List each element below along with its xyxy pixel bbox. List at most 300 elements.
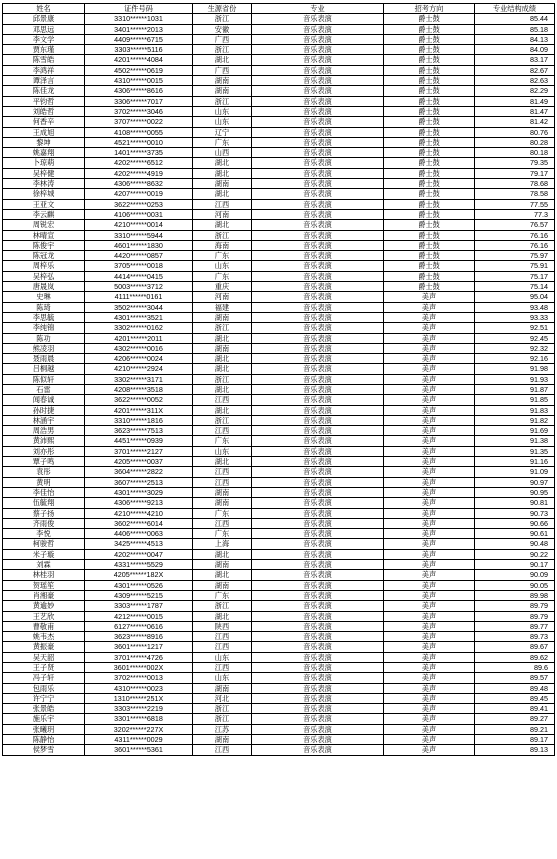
cell-major: 音乐表演 bbox=[252, 220, 384, 230]
cell-province: 湖北 bbox=[193, 158, 252, 168]
cell-province: 山西 bbox=[193, 148, 252, 158]
cell-province: 河北 bbox=[193, 693, 252, 703]
cell-score: 91.16 bbox=[475, 457, 555, 467]
table-row bbox=[3, 714, 555, 724]
cell-major: 音乐表演 bbox=[252, 590, 384, 600]
cell-name: 史琳 bbox=[3, 292, 85, 302]
cell-province: 浙江 bbox=[193, 230, 252, 240]
table-row bbox=[3, 240, 555, 250]
cell-id-number: 4202******0047 bbox=[85, 549, 193, 559]
cell-major: 音乐表演 bbox=[252, 14, 384, 24]
cell-province: 广东 bbox=[193, 590, 252, 600]
cell-province: 江苏 bbox=[193, 724, 252, 734]
cell-score: 95.04 bbox=[475, 292, 555, 302]
cell-name: 柯骏哲 bbox=[3, 539, 85, 549]
cell-major: 音乐表演 bbox=[252, 714, 384, 724]
table-row bbox=[3, 45, 555, 55]
cell-province: 安徽 bbox=[193, 24, 252, 34]
table-row bbox=[3, 570, 555, 580]
cell-id-number: 4310******0015 bbox=[85, 76, 193, 86]
cell-province: 浙江 bbox=[193, 96, 252, 106]
cell-direction: 美声 bbox=[384, 714, 475, 724]
cell-id-number: 4106******0031 bbox=[85, 209, 193, 219]
cell-province: 陕西 bbox=[193, 621, 252, 631]
table-row bbox=[3, 745, 555, 755]
cell-name: 陈似轩 bbox=[3, 374, 85, 384]
cell-id-number: 4451******0939 bbox=[85, 436, 193, 446]
cell-name: 邱景康 bbox=[3, 14, 85, 24]
cell-direction: 美声 bbox=[384, 704, 475, 714]
cell-direction: 爵士鼓 bbox=[384, 282, 475, 292]
cell-major: 音乐表演 bbox=[252, 663, 384, 673]
cell-name: 李悦 bbox=[3, 529, 85, 539]
cell-score: 81.42 bbox=[475, 117, 555, 127]
cell-major: 音乐表演 bbox=[252, 240, 384, 250]
cell-score: 89.6 bbox=[475, 663, 555, 673]
cell-direction: 爵士鼓 bbox=[384, 65, 475, 75]
table-row bbox=[3, 436, 555, 446]
cell-score: 91.85 bbox=[475, 395, 555, 405]
table-row bbox=[3, 209, 555, 219]
cell-direction: 美声 bbox=[384, 487, 475, 497]
cell-province: 上海 bbox=[193, 539, 252, 549]
table-row bbox=[3, 590, 555, 600]
cell-id-number: 5003******3712 bbox=[85, 282, 193, 292]
table-row bbox=[3, 518, 555, 528]
cell-direction: 爵士鼓 bbox=[384, 34, 475, 44]
cell-id-number: 4306******9213 bbox=[85, 498, 193, 508]
cell-province: 江西 bbox=[193, 518, 252, 528]
cell-score: 90.22 bbox=[475, 549, 555, 559]
cell-id-number: 3502******3044 bbox=[85, 302, 193, 312]
cell-name: 黄沛熙 bbox=[3, 436, 85, 446]
cell-major: 音乐表演 bbox=[252, 539, 384, 549]
cell-id-number: 4202******6512 bbox=[85, 158, 193, 168]
cell-id-number: 3601******5361 bbox=[85, 745, 193, 755]
cell-major: 音乐表演 bbox=[252, 158, 384, 168]
cell-score: 92.16 bbox=[475, 354, 555, 364]
cell-direction: 美声 bbox=[384, 590, 475, 600]
cell-score: 83.17 bbox=[475, 55, 555, 65]
cell-direction: 美声 bbox=[384, 508, 475, 518]
cell-name: 张曦玥 bbox=[3, 724, 85, 734]
cell-name: 黄振豪 bbox=[3, 642, 85, 652]
cell-score: 85.44 bbox=[475, 14, 555, 24]
table-row bbox=[3, 86, 555, 96]
cell-name: 伍毓翔 bbox=[3, 498, 85, 508]
cell-score: 90.73 bbox=[475, 508, 555, 518]
cell-score: 80.76 bbox=[475, 127, 555, 137]
cell-province: 湖南 bbox=[193, 179, 252, 189]
cell-major: 音乐表演 bbox=[252, 704, 384, 714]
cell-major: 音乐表演 bbox=[252, 302, 384, 312]
cell-major: 音乐表演 bbox=[252, 405, 384, 415]
cell-province: 江西 bbox=[193, 663, 252, 673]
cell-direction: 美声 bbox=[384, 642, 475, 652]
cell-id-number: 4420******0857 bbox=[85, 251, 193, 261]
cell-direction: 美声 bbox=[384, 415, 475, 425]
table-row bbox=[3, 673, 555, 683]
cell-major: 音乐表演 bbox=[252, 570, 384, 580]
cell-province: 江西 bbox=[193, 395, 252, 405]
cell-direction: 美声 bbox=[384, 745, 475, 755]
cell-name: 周锐宏 bbox=[3, 220, 85, 230]
cell-id-number: 3701******4726 bbox=[85, 652, 193, 662]
table-row bbox=[3, 96, 555, 106]
cell-province: 湖北 bbox=[193, 364, 252, 374]
table-row bbox=[3, 343, 555, 353]
cell-major: 音乐表演 bbox=[252, 611, 384, 621]
cell-name: 石雷 bbox=[3, 384, 85, 394]
cell-direction: 爵士鼓 bbox=[384, 230, 475, 240]
cell-id-number: 4311******0029 bbox=[85, 735, 193, 745]
cell-direction: 爵士鼓 bbox=[384, 127, 475, 137]
cell-major: 音乐表演 bbox=[252, 230, 384, 240]
cell-score: 82.67 bbox=[475, 65, 555, 75]
cell-name: 闻春诚 bbox=[3, 395, 85, 405]
cell-score: 77.55 bbox=[475, 199, 555, 209]
cell-direction: 爵士鼓 bbox=[384, 14, 475, 24]
cell-direction: 爵士鼓 bbox=[384, 55, 475, 65]
cell-score: 75.91 bbox=[475, 261, 555, 271]
table-row bbox=[3, 642, 555, 652]
cell-province: 湖南 bbox=[193, 487, 252, 497]
cell-name: 平钧哲 bbox=[3, 96, 85, 106]
cell-name: 吴梓健 bbox=[3, 168, 85, 178]
cell-province: 湖北 bbox=[193, 220, 252, 230]
cell-id-number: 4302******0016 bbox=[85, 343, 193, 353]
cell-direction: 美声 bbox=[384, 673, 475, 683]
cell-name: 施乐宇 bbox=[3, 714, 85, 724]
cell-id-number: 3310******5944 bbox=[85, 230, 193, 240]
cell-name: 张景皓 bbox=[3, 704, 85, 714]
table-row bbox=[3, 487, 555, 497]
cell-major: 音乐表演 bbox=[252, 96, 384, 106]
table-row bbox=[3, 632, 555, 642]
cell-name: 李思毓 bbox=[3, 312, 85, 322]
cell-id-number: 3602******6014 bbox=[85, 518, 193, 528]
cell-score: 77.3 bbox=[475, 209, 555, 219]
cell-direction: 爵士鼓 bbox=[384, 240, 475, 250]
cell-province: 湖南 bbox=[193, 312, 252, 322]
cell-score: 89.79 bbox=[475, 601, 555, 611]
cell-major: 音乐表演 bbox=[252, 354, 384, 364]
cell-direction: 美声 bbox=[384, 621, 475, 631]
cell-score: 76.16 bbox=[475, 240, 555, 250]
cell-id-number: 4409******6715 bbox=[85, 34, 193, 44]
cell-direction: 爵士鼓 bbox=[384, 106, 475, 116]
table-row bbox=[3, 158, 555, 168]
cell-direction: 美声 bbox=[384, 446, 475, 456]
table-row bbox=[3, 117, 555, 127]
cell-id-number: 4601******1830 bbox=[85, 240, 193, 250]
cell-score: 78.58 bbox=[475, 189, 555, 199]
table-row bbox=[3, 508, 555, 518]
table-row bbox=[3, 498, 555, 508]
header-province: 生源省份 bbox=[193, 4, 252, 14]
cell-id-number: 3622******0253 bbox=[85, 199, 193, 209]
cell-score: 91.83 bbox=[475, 405, 555, 415]
cell-name: 包雨乐 bbox=[3, 683, 85, 693]
cell-id-number: 4111******0161 bbox=[85, 292, 193, 302]
table-row bbox=[3, 230, 555, 240]
cell-score: 79.35 bbox=[475, 158, 555, 168]
cell-name: 林涵宇 bbox=[3, 415, 85, 425]
cell-major: 音乐表演 bbox=[252, 261, 384, 271]
score-sheet bbox=[2, 3, 554, 756]
table-row bbox=[3, 282, 555, 292]
table-row bbox=[3, 55, 555, 65]
table-row bbox=[3, 261, 555, 271]
cell-direction: 爵士鼓 bbox=[384, 96, 475, 106]
cell-score: 90.09 bbox=[475, 570, 555, 580]
cell-major: 音乐表演 bbox=[252, 529, 384, 539]
cell-id-number: 4331******5529 bbox=[85, 560, 193, 570]
cell-direction: 爵士鼓 bbox=[384, 148, 475, 158]
cell-province: 山东 bbox=[193, 117, 252, 127]
cell-id-number: 3702******0013 bbox=[85, 673, 193, 683]
cell-major: 音乐表演 bbox=[252, 560, 384, 570]
cell-province: 广东 bbox=[193, 251, 252, 261]
cell-major: 音乐表演 bbox=[252, 168, 384, 178]
table-row bbox=[3, 560, 555, 570]
cell-name: 周浩男 bbox=[3, 426, 85, 436]
cell-direction: 爵士鼓 bbox=[384, 251, 475, 261]
cell-id-number: 4414******0415 bbox=[85, 271, 193, 281]
cell-major: 音乐表演 bbox=[252, 508, 384, 518]
header-score: 专业结构成绩 bbox=[475, 4, 555, 14]
cell-province: 湖南 bbox=[193, 683, 252, 693]
cell-id-number: 3702******3046 bbox=[85, 106, 193, 116]
cell-direction: 爵士鼓 bbox=[384, 209, 475, 219]
cell-province: 广西 bbox=[193, 65, 252, 75]
table-row bbox=[3, 220, 555, 230]
table-row bbox=[3, 457, 555, 467]
cell-major: 音乐表演 bbox=[252, 745, 384, 755]
cell-name: 李林涛 bbox=[3, 179, 85, 189]
cell-direction: 爵士鼓 bbox=[384, 261, 475, 271]
table-row bbox=[3, 529, 555, 539]
cell-direction: 美声 bbox=[384, 323, 475, 333]
cell-province: 江西 bbox=[193, 426, 252, 436]
cell-direction: 美声 bbox=[384, 498, 475, 508]
cell-name: 何香辛 bbox=[3, 117, 85, 127]
cell-id-number: 3705******0018 bbox=[85, 261, 193, 271]
cell-score: 81.47 bbox=[475, 106, 555, 116]
table-row bbox=[3, 704, 555, 714]
cell-name: 王成旭 bbox=[3, 127, 85, 137]
cell-id-number: 3303******2219 bbox=[85, 704, 193, 714]
cell-major: 音乐表演 bbox=[252, 415, 384, 425]
cell-score: 91.09 bbox=[475, 467, 555, 477]
cell-name: 林桂羽 bbox=[3, 570, 85, 580]
table-row bbox=[3, 611, 555, 621]
cell-score: 89.48 bbox=[475, 683, 555, 693]
cell-name: 王子贤 bbox=[3, 663, 85, 673]
cell-direction: 爵士鼓 bbox=[384, 199, 475, 209]
cell-major: 音乐表演 bbox=[252, 45, 384, 55]
cell-direction: 美声 bbox=[384, 477, 475, 487]
cell-province: 浙江 bbox=[193, 323, 252, 333]
cell-direction: 美声 bbox=[384, 333, 475, 343]
cell-province: 浙江 bbox=[193, 14, 252, 24]
cell-score: 90.66 bbox=[475, 518, 555, 528]
cell-id-number: 4206******0024 bbox=[85, 354, 193, 364]
header-name: 姓名 bbox=[3, 4, 85, 14]
cell-province: 广东 bbox=[193, 508, 252, 518]
cell-major: 音乐表演 bbox=[252, 673, 384, 683]
cell-direction: 爵士鼓 bbox=[384, 168, 475, 178]
cell-score: 91.38 bbox=[475, 436, 555, 446]
cell-direction: 爵士鼓 bbox=[384, 271, 475, 281]
cell-major: 音乐表演 bbox=[252, 282, 384, 292]
cell-score: 82.29 bbox=[475, 86, 555, 96]
cell-id-number: 3202******227X bbox=[85, 724, 193, 734]
cell-name: 肖湘豪 bbox=[3, 590, 85, 600]
cell-name: 王亚文 bbox=[3, 199, 85, 209]
cell-province: 江西 bbox=[193, 477, 252, 487]
cell-id-number: 4521******0010 bbox=[85, 137, 193, 147]
cell-province: 浙江 bbox=[193, 714, 252, 724]
table-row bbox=[3, 333, 555, 343]
cell-score: 90.81 bbox=[475, 498, 555, 508]
cell-province: 湖南 bbox=[193, 498, 252, 508]
cell-direction: 美声 bbox=[384, 683, 475, 693]
cell-id-number: 4205******182X bbox=[85, 570, 193, 580]
cell-major: 音乐表演 bbox=[252, 148, 384, 158]
cell-name: 贺瑶笙 bbox=[3, 580, 85, 590]
cell-province: 湖北 bbox=[193, 189, 252, 199]
cell-major: 音乐表演 bbox=[252, 735, 384, 745]
cell-province: 湖南 bbox=[193, 560, 252, 570]
cell-score: 85.18 bbox=[475, 24, 555, 34]
cell-direction: 美声 bbox=[384, 724, 475, 734]
cell-major: 音乐表演 bbox=[252, 117, 384, 127]
cell-id-number: 4406******0063 bbox=[85, 529, 193, 539]
cell-id-number: 3607******2513 bbox=[85, 477, 193, 487]
cell-name: 曹敬甫 bbox=[3, 621, 85, 631]
cell-major: 音乐表演 bbox=[252, 621, 384, 631]
cell-province: 湖北 bbox=[193, 384, 252, 394]
cell-score: 76.57 bbox=[475, 220, 555, 230]
table-row bbox=[3, 34, 555, 44]
cell-province: 山东 bbox=[193, 261, 252, 271]
cell-id-number: 3707******0022 bbox=[85, 117, 193, 127]
cell-major: 音乐表演 bbox=[252, 55, 384, 65]
cell-score: 90.97 bbox=[475, 477, 555, 487]
table-row bbox=[3, 148, 555, 158]
cell-score: 75.14 bbox=[475, 282, 555, 292]
cell-id-number: 4108******0055 bbox=[85, 127, 193, 137]
table-row bbox=[3, 292, 555, 302]
cell-major: 音乐表演 bbox=[252, 384, 384, 394]
cell-major: 音乐表演 bbox=[252, 498, 384, 508]
table-row bbox=[3, 127, 555, 137]
cell-id-number: 3601******1217 bbox=[85, 642, 193, 652]
cell-name: 邓思远 bbox=[3, 24, 85, 34]
cell-name: 陈冠龙 bbox=[3, 251, 85, 261]
table-row bbox=[3, 467, 555, 477]
cell-id-number: 4205******0037 bbox=[85, 457, 193, 467]
cell-province: 湖北 bbox=[193, 570, 252, 580]
table-row bbox=[3, 652, 555, 662]
cell-direction: 爵士鼓 bbox=[384, 179, 475, 189]
cell-province: 河南 bbox=[193, 292, 252, 302]
cell-name: 谭泽言 bbox=[3, 76, 85, 86]
cell-province: 广东 bbox=[193, 529, 252, 539]
cell-major: 音乐表演 bbox=[252, 179, 384, 189]
cell-direction: 美声 bbox=[384, 663, 475, 673]
cell-major: 音乐表演 bbox=[252, 127, 384, 137]
cell-score: 84.13 bbox=[475, 34, 555, 44]
cell-direction: 美声 bbox=[384, 601, 475, 611]
cell-province: 湖北 bbox=[193, 549, 252, 559]
cell-name: 黄明 bbox=[3, 477, 85, 487]
cell-id-number: 3310******1816 bbox=[85, 415, 193, 425]
cell-province: 山东 bbox=[193, 446, 252, 456]
cell-score: 89.98 bbox=[475, 590, 555, 600]
cell-major: 音乐表演 bbox=[252, 549, 384, 559]
cell-score: 92.51 bbox=[475, 323, 555, 333]
cell-name: 黎坤 bbox=[3, 137, 85, 147]
cell-score: 89.79 bbox=[475, 611, 555, 621]
header-major: 专业 bbox=[252, 4, 384, 14]
cell-score: 93.33 bbox=[475, 312, 555, 322]
cell-province: 江西 bbox=[193, 199, 252, 209]
cell-score: 93.48 bbox=[475, 302, 555, 312]
cell-score: 91.35 bbox=[475, 446, 555, 456]
cell-direction: 美声 bbox=[384, 426, 475, 436]
cell-direction: 美声 bbox=[384, 364, 475, 374]
cell-id-number: 4202******4919 bbox=[85, 168, 193, 178]
cell-major: 音乐表演 bbox=[252, 137, 384, 147]
cell-score: 78.68 bbox=[475, 179, 555, 189]
cell-province: 福建 bbox=[193, 302, 252, 312]
cell-major: 音乐表演 bbox=[252, 487, 384, 497]
cell-name: 侯梦雪 bbox=[3, 745, 85, 755]
cell-province: 山东 bbox=[193, 106, 252, 116]
cell-id-number: 4207******0019 bbox=[85, 189, 193, 199]
cell-direction: 爵士鼓 bbox=[384, 220, 475, 230]
cell-direction: 美声 bbox=[384, 374, 475, 384]
cell-id-number: 4306******8616 bbox=[85, 86, 193, 96]
cell-province: 湖北 bbox=[193, 333, 252, 343]
cell-major: 音乐表演 bbox=[252, 65, 384, 75]
cell-score: 79.17 bbox=[475, 168, 555, 178]
cell-name: 覃子鸣 bbox=[3, 457, 85, 467]
cell-province: 湖南 bbox=[193, 580, 252, 590]
cell-province: 海南 bbox=[193, 240, 252, 250]
cell-name: 林晴宣 bbox=[3, 230, 85, 240]
cell-id-number: 4210******0014 bbox=[85, 220, 193, 230]
cell-score: 90.61 bbox=[475, 529, 555, 539]
cell-name: 刘皓哲 bbox=[3, 106, 85, 116]
table-row bbox=[3, 580, 555, 590]
table-row bbox=[3, 251, 555, 261]
cell-province: 浙江 bbox=[193, 601, 252, 611]
cell-id-number: 4208******3518 bbox=[85, 384, 193, 394]
cell-major: 音乐表演 bbox=[252, 323, 384, 333]
cell-province: 湖南 bbox=[193, 76, 252, 86]
cell-score: 89.41 bbox=[475, 704, 555, 714]
table-row bbox=[3, 14, 555, 24]
cell-score: 90.17 bbox=[475, 560, 555, 570]
cell-province: 江西 bbox=[193, 642, 252, 652]
cell-name: 李鸿祥 bbox=[3, 65, 85, 75]
cell-id-number: 1310******251X bbox=[85, 693, 193, 703]
cell-major: 音乐表演 bbox=[252, 24, 384, 34]
cell-name: 吕桐越 bbox=[3, 364, 85, 374]
